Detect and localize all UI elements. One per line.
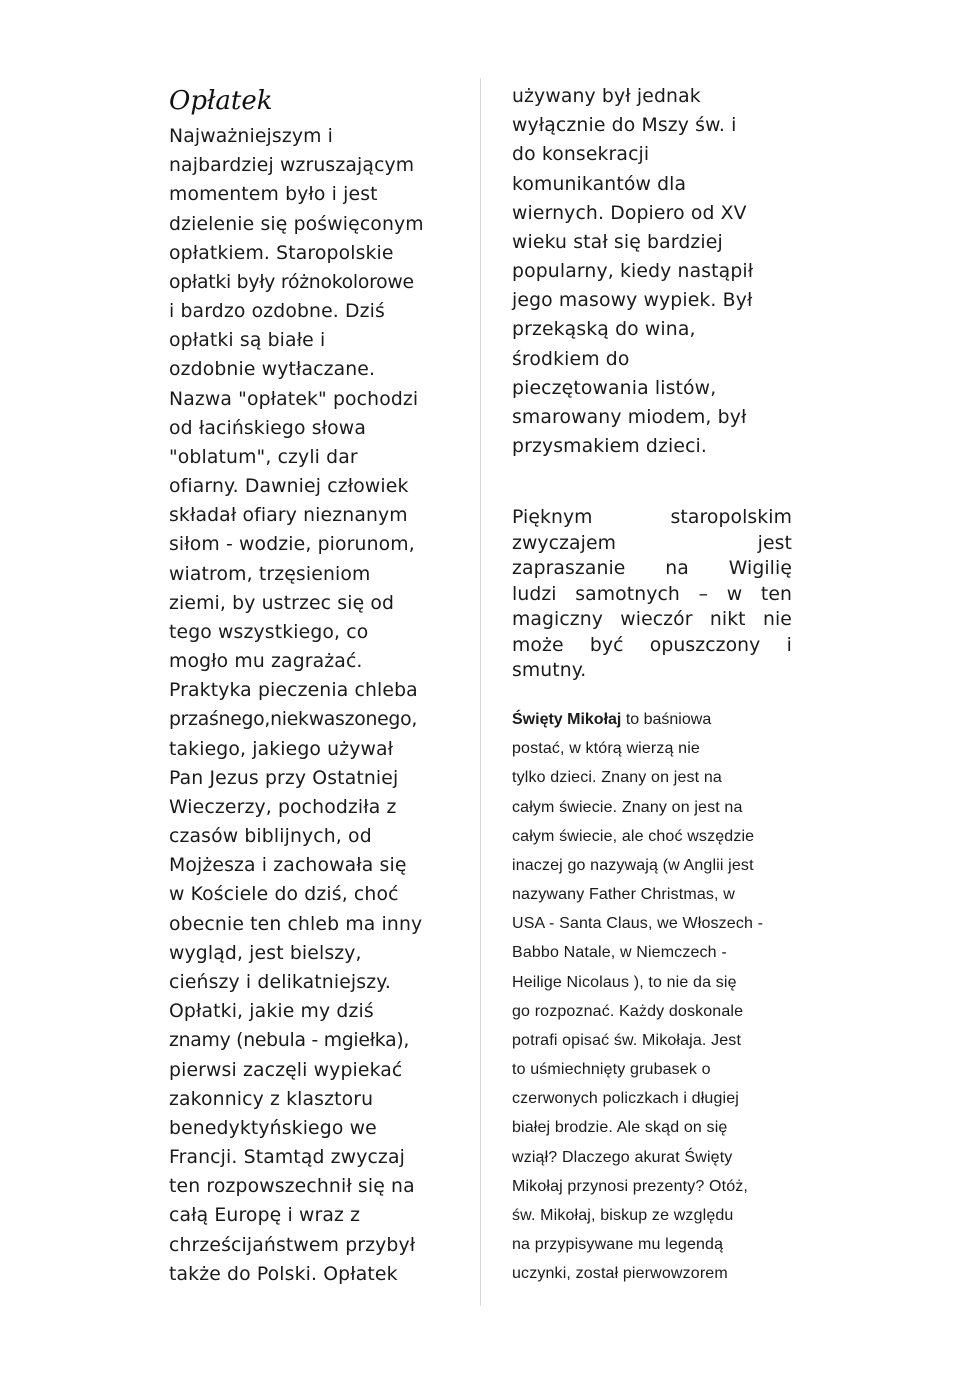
text-line: tylko dzieci. Znany on jest na xyxy=(512,769,722,787)
text-line: Wieczerzy, pochodziła z xyxy=(169,796,397,818)
text-line: Praktyka pieczenia chleba xyxy=(169,680,418,702)
text-line: używany był jednak xyxy=(512,86,701,107)
text-line: Mojżesza i zachowała się xyxy=(169,855,407,877)
text-line: wyłącznie do Mszy św. i xyxy=(512,115,737,137)
text-line xyxy=(512,531,792,557)
text-line: ofiarny. Dawniej człowiek xyxy=(169,476,409,498)
word: opuszczony xyxy=(649,634,761,656)
text-line: Francji. Stamtąd zwyczaj xyxy=(169,1147,405,1169)
christmas-eve-custom-text xyxy=(512,505,792,684)
right-column-block-2 xyxy=(512,505,792,684)
text-line: Pan Jezus przy Ostatniej xyxy=(169,767,399,789)
word: nikt xyxy=(709,609,746,630)
text-line: "oblatum", czyli dar xyxy=(169,446,358,468)
text-line xyxy=(512,556,792,582)
text-line: wiernych. Dopiero od XV xyxy=(512,202,747,224)
text-line: tego wszystkiego, co xyxy=(169,621,369,643)
text-line: nazywany Father Christmas, w xyxy=(512,886,735,904)
text-line: Nazwa "opłatek" pochodzi xyxy=(169,388,419,410)
text-line: czerwonych policzkach i długiej xyxy=(512,1090,739,1108)
text-line: Heilige Nicolaus ), to nie da się xyxy=(512,973,737,991)
left-column xyxy=(169,80,469,1289)
text-line: Najważniejszym i xyxy=(169,126,334,147)
page-title: Opłatek xyxy=(169,86,273,116)
text-line xyxy=(512,607,792,633)
word: zwyczajem xyxy=(512,532,616,554)
word: i xyxy=(786,634,792,656)
text-line: składał ofiary nieznanym xyxy=(169,505,408,527)
text-line: ozdobnie wytłaczane. xyxy=(169,359,376,381)
word: – xyxy=(698,583,709,605)
right-column-block-1 xyxy=(512,82,812,461)
word: Pięknym xyxy=(512,507,593,528)
word: magiczny xyxy=(512,609,603,630)
text-line: przaśnego,niekwaszonego, xyxy=(169,709,418,731)
text-line: opłatki są białe i xyxy=(169,330,326,352)
text-line xyxy=(512,505,792,531)
word: zapraszanie xyxy=(512,558,626,579)
text-line: to uśmiechnięty grubasek o xyxy=(512,1061,711,1079)
text-line xyxy=(512,633,792,659)
text-line: Mikołaj przynosi prezenty? Otóż, xyxy=(512,1177,749,1195)
text-line: przysmakiem dzieci. xyxy=(512,436,708,458)
text-line: wziął? Dlaczego akurat Święty xyxy=(512,1148,733,1166)
text-line: ten rozpowszechnił się na xyxy=(169,1176,415,1198)
text-line: go rozpoznać. Każdy doskonale xyxy=(512,1002,744,1020)
text-line: pierwsi zaczęli wypiekać xyxy=(169,1059,403,1081)
text-line: od łacińskiego słowa xyxy=(169,417,366,439)
word: wieczór xyxy=(620,609,693,630)
text-line: komunikantów dla xyxy=(512,173,687,195)
text-line: siłom - wodzie, piorunom, xyxy=(169,534,415,556)
text-line: ziemi, by ustrzec się od xyxy=(169,592,395,614)
text-line: mogło mu zagrażać. xyxy=(169,651,363,673)
text-line: wieku stał się bardziej xyxy=(512,231,723,253)
text-line: całym świecie. Znany on jest na xyxy=(512,798,743,816)
text-line: przekąską do wina, xyxy=(512,319,696,341)
text-line xyxy=(512,658,792,684)
text-line: także do Polski. Opłatek xyxy=(169,1263,398,1285)
text-line: chrześcijaństwem przybył xyxy=(169,1234,416,1256)
word: smutny. xyxy=(512,660,587,681)
text-line: białej brodzie. Ale skąd on się xyxy=(512,1119,728,1137)
word: samotnych xyxy=(575,583,680,605)
text-line xyxy=(512,582,792,608)
text-line: i bardzo ozdobne. Dziś xyxy=(169,301,385,323)
text-line: USA - Santa Claus, we Włoszech - xyxy=(512,915,764,933)
text-line: św. Mikołaj, biskup ze względu xyxy=(512,1206,734,1224)
text-line: uczynki, został pierwowzorem xyxy=(512,1265,728,1283)
text-line: cieńszy i delikatniejszy. xyxy=(169,971,391,993)
column-divider xyxy=(480,78,481,1306)
saint-nicholas-heading: Święty Mikołaj xyxy=(512,711,622,728)
text-line: wygląd, jest bielszy, xyxy=(169,942,362,964)
text-line: popularny, kiedy nastąpił xyxy=(512,261,754,283)
text-line: Opłatki, jakie my dziś xyxy=(169,1001,374,1023)
text-line: momentem było i jest xyxy=(169,184,378,206)
text-line: środkiem do xyxy=(512,348,630,370)
word: jest xyxy=(757,532,792,554)
text-line: takiego, jakiego używał xyxy=(169,738,394,760)
text-line: Babbo Natale, w Niemczech - xyxy=(512,944,727,962)
text-line: jego masowy wypiek. Był xyxy=(512,290,753,312)
text-line: opłatkiem. Staropolskie xyxy=(169,242,394,264)
text-line: potrafi opisać św. Mikołaja. Jest xyxy=(512,1031,742,1049)
text-line: znamy (nebula - mgiełka), xyxy=(169,1030,410,1052)
word: być xyxy=(589,634,624,656)
text-line: zakonnicy z klasztoru xyxy=(169,1088,374,1110)
text-line: pieczętowania listów, xyxy=(512,377,717,399)
text-line: do konsekracji xyxy=(512,144,650,166)
word: staropolskim xyxy=(670,507,792,528)
word: ludzi xyxy=(512,583,557,605)
word: może xyxy=(512,634,564,656)
text-line: dzielenie się poświęconym xyxy=(169,213,424,235)
text-line: w Kościele do dziś, choć xyxy=(169,884,399,906)
text-line: całym świecie, ale choć wszędzie xyxy=(512,827,755,845)
text-line: na przypisywane mu legendą xyxy=(512,1236,724,1254)
text-line: całą Europę i wraz z xyxy=(169,1205,361,1227)
text-line: najbardziej wzruszającym xyxy=(169,155,415,177)
word: Wigilię xyxy=(728,558,792,579)
word: w xyxy=(726,583,743,605)
right-column-block-3 xyxy=(512,705,812,1288)
text-line: smarowany miodem, był xyxy=(512,406,747,428)
text-line: czasów biblijnych, od xyxy=(169,826,372,848)
word: nie xyxy=(762,609,792,630)
text-line: opłatki były różnokolorowe xyxy=(169,271,414,293)
saint-nicholas-text xyxy=(512,734,812,1288)
wafer-history-text xyxy=(512,82,812,461)
text-line: postać, w którą wierzą nie xyxy=(512,740,700,758)
saint-nicholas-intro-rest: to baśniowa xyxy=(621,711,712,728)
word: ten xyxy=(760,583,792,605)
saint-nicholas-intro-line xyxy=(512,705,812,734)
text-line: inaczej go nazywają (w Anglii jest xyxy=(512,856,754,874)
text-line: wiatrom, trzęsieniom xyxy=(169,563,371,585)
word: na xyxy=(665,558,689,579)
text-line: obecnie ten chleb ma inny xyxy=(169,913,423,935)
text-line: benedyktyńskiego we xyxy=(169,1117,377,1139)
left-column-text xyxy=(169,122,469,1289)
